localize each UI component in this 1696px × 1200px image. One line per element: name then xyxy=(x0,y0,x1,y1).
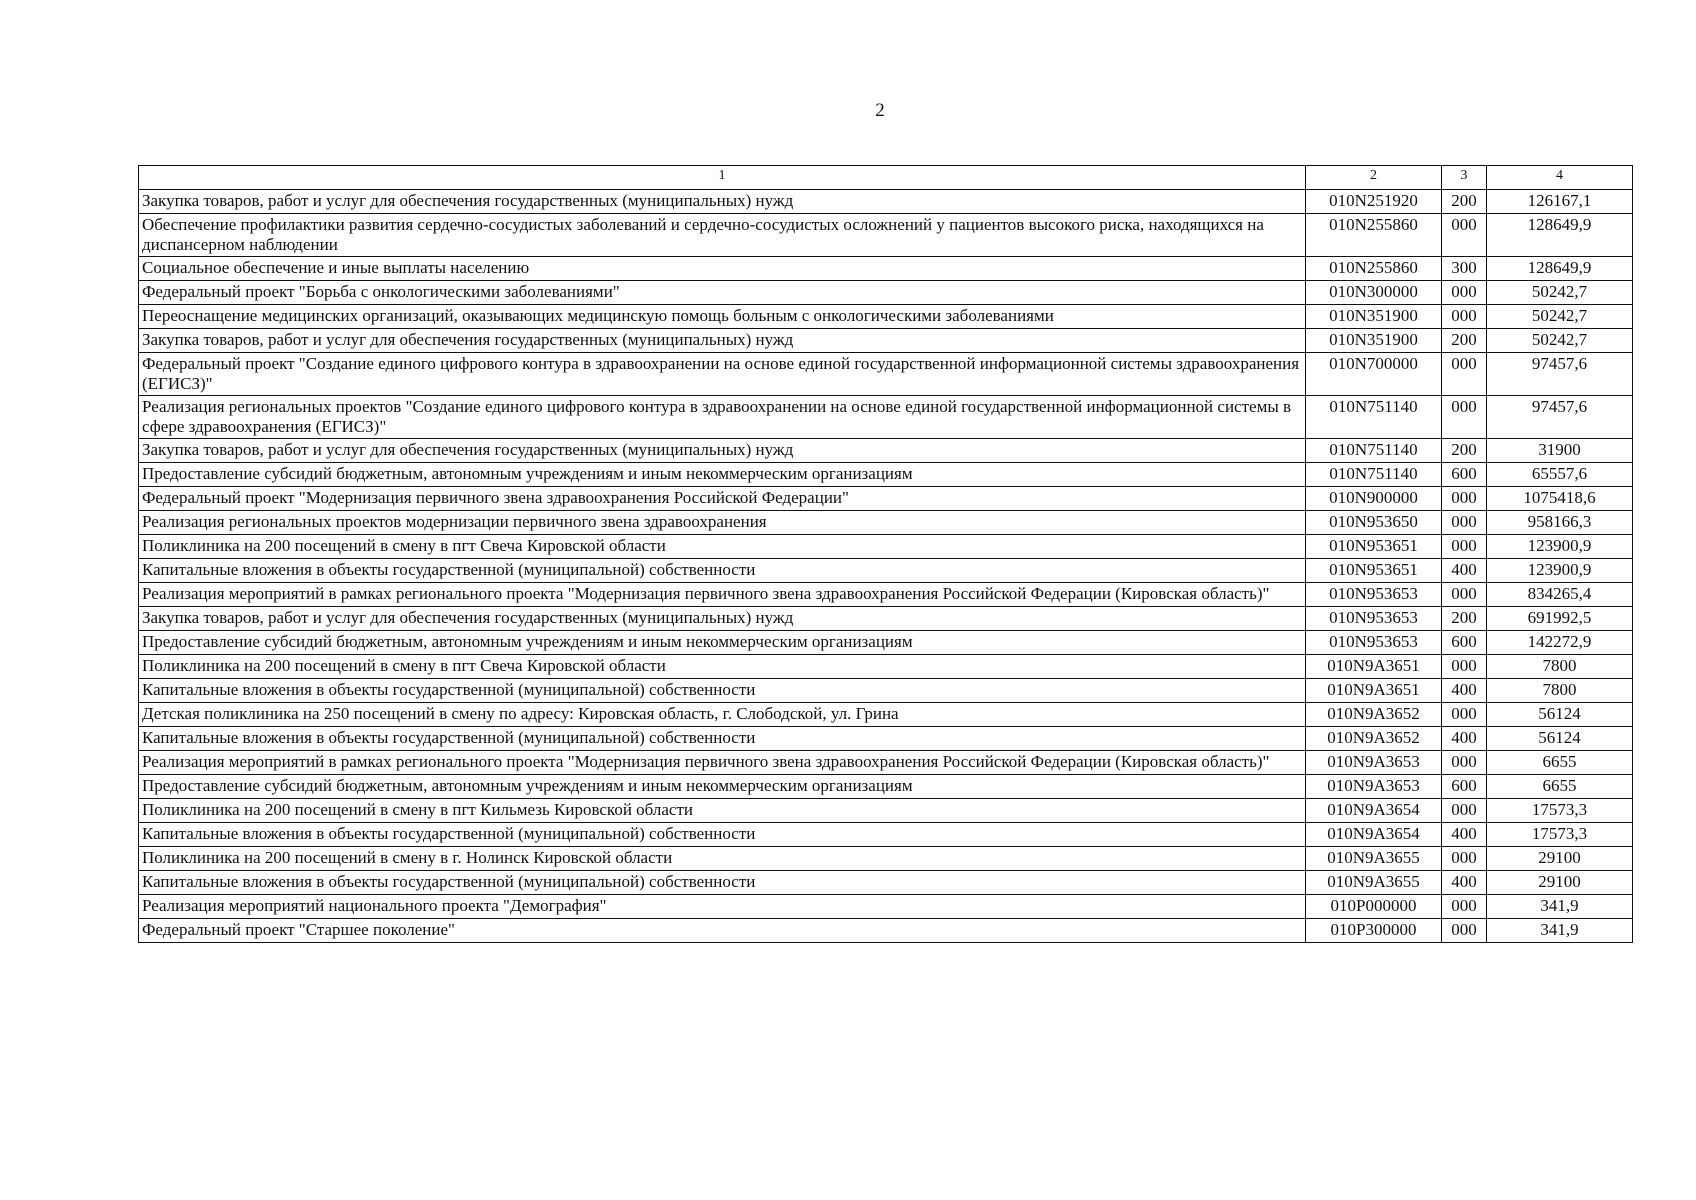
cell-code: 010N351900 xyxy=(1306,305,1442,329)
cell-code: 010N751140 xyxy=(1306,463,1442,487)
cell-name: Федеральный проект "Старшее поколение" xyxy=(139,919,1306,943)
cell-code: 010N351900 xyxy=(1306,329,1442,353)
table-row xyxy=(139,439,1633,463)
cell-code: 010N751140 xyxy=(1306,439,1442,463)
cell-code: 010N953651 xyxy=(1306,535,1442,559)
cell-amount: 65557,6 xyxy=(1487,463,1633,487)
cell-amount: 97457,6 xyxy=(1487,396,1633,439)
cell-name: Поликлиника на 200 посещений в смену в г. Нолинск Кировской области xyxy=(139,847,1306,871)
cell-code: 010N953653 xyxy=(1306,607,1442,631)
cell-name: Поликлиника на 200 посещений в смену в пгт Свеча Кировской области xyxy=(139,655,1306,679)
cell-type: 600 xyxy=(1442,775,1487,799)
cell-name: Реализация мероприятий в рамках регионального проекта "Модернизация первичного звена здравоохранения Российской Федерации (Кировская область)" xyxy=(139,583,1306,607)
header-col-amount: 4 xyxy=(1487,166,1633,190)
table-row xyxy=(139,823,1633,847)
cell-name: Предоставление субсидий бюджетным, автономным учреждениям и иным некоммерческим организациям xyxy=(139,463,1306,487)
cell-type: 000 xyxy=(1442,353,1487,396)
cell-type: 200 xyxy=(1442,607,1487,631)
cell-name: Переоснащение медицинских организаций, оказывающих медицинскую помощь больным с онкологическими заболеваниями xyxy=(139,305,1306,329)
table-row xyxy=(139,190,1633,214)
cell-name: Реализация региональных проектов "Создание единого цифрового контура в здравоохранении на основе единой государственной информационной системы в сфере здравоохранения (ЕГИСЗ)" xyxy=(139,396,1306,439)
cell-name: Закупка товаров, работ и услуг для обеспечения государственных (муниципальных) нужд xyxy=(139,329,1306,353)
cell-amount: 341,9 xyxy=(1487,895,1633,919)
cell-code: 010N9A3654 xyxy=(1306,823,1442,847)
cell-amount: 128649,9 xyxy=(1487,214,1633,257)
cell-amount: 691992,5 xyxy=(1487,607,1633,631)
table-row xyxy=(139,305,1633,329)
cell-amount: 341,9 xyxy=(1487,919,1633,943)
cell-code: 010N700000 xyxy=(1306,353,1442,396)
header-col-type: 3 xyxy=(1442,166,1487,190)
table-row xyxy=(139,511,1633,535)
cell-amount: 56124 xyxy=(1487,727,1633,751)
cell-type: 200 xyxy=(1442,190,1487,214)
cell-name: Реализация мероприятий национального проекта "Демография" xyxy=(139,895,1306,919)
cell-code: 010P000000 xyxy=(1306,895,1442,919)
cell-type: 600 xyxy=(1442,463,1487,487)
cell-type: 300 xyxy=(1442,257,1487,281)
cell-code: 010N9A3654 xyxy=(1306,799,1442,823)
table-row xyxy=(139,535,1633,559)
cell-type: 000 xyxy=(1442,847,1487,871)
cell-amount: 123900,9 xyxy=(1487,535,1633,559)
cell-type: 400 xyxy=(1442,679,1487,703)
cell-code: 010N255860 xyxy=(1306,214,1442,257)
cell-amount: 56124 xyxy=(1487,703,1633,727)
table-row xyxy=(139,583,1633,607)
cell-type: 600 xyxy=(1442,631,1487,655)
cell-name: Капитальные вложения в объекты государственной (муниципальной) собственности xyxy=(139,559,1306,583)
cell-code: 010N255860 xyxy=(1306,257,1442,281)
cell-name: Реализация региональных проектов модернизации первичного звена здравоохранения xyxy=(139,511,1306,535)
cell-code: 010N953653 xyxy=(1306,631,1442,655)
cell-code: 010N9A3651 xyxy=(1306,655,1442,679)
table-row xyxy=(139,751,1633,775)
table-row xyxy=(139,679,1633,703)
cell-code: 010N9A3653 xyxy=(1306,775,1442,799)
cell-code: 010N953651 xyxy=(1306,559,1442,583)
cell-type: 400 xyxy=(1442,559,1487,583)
cell-type: 000 xyxy=(1442,895,1487,919)
cell-amount: 7800 xyxy=(1487,655,1633,679)
table-row xyxy=(139,559,1633,583)
cell-code: 010N751140 xyxy=(1306,396,1442,439)
table-row xyxy=(139,329,1633,353)
table-row xyxy=(139,775,1633,799)
cell-type: 000 xyxy=(1442,396,1487,439)
cell-name: Федеральный проект "Борьба с онкологическими заболеваниями" xyxy=(139,281,1306,305)
cell-name: Федеральный проект "Создание единого цифрового контура в здравоохранении на основе единой государственной информационной системы здравоохранения (ЕГИСЗ)" xyxy=(139,353,1306,396)
cell-amount: 6655 xyxy=(1487,751,1633,775)
cell-amount: 17573,3 xyxy=(1487,823,1633,847)
cell-code: 010N9A3652 xyxy=(1306,727,1442,751)
cell-name: Капитальные вложения в объекты государственной (муниципальной) собственности xyxy=(139,679,1306,703)
cell-amount: 50242,7 xyxy=(1487,305,1633,329)
cell-code: 010N9A3653 xyxy=(1306,751,1442,775)
cell-amount: 7800 xyxy=(1487,679,1633,703)
table-row xyxy=(139,895,1633,919)
cell-name: Детская поликлиника на 250 посещений в смену по адресу: Кировская область, г. Слободской, ул. Грина xyxy=(139,703,1306,727)
cell-amount: 123900,9 xyxy=(1487,559,1633,583)
cell-code: 010P300000 xyxy=(1306,919,1442,943)
cell-amount: 834265,4 xyxy=(1487,583,1633,607)
cell-type: 000 xyxy=(1442,281,1487,305)
table-row xyxy=(139,799,1633,823)
table-row xyxy=(139,871,1633,895)
cell-name: Социальное обеспечение и иные выплаты населению xyxy=(139,257,1306,281)
cell-name: Закупка товаров, работ и услуг для обеспечения государственных (муниципальных) нужд xyxy=(139,190,1306,214)
cell-amount: 50242,7 xyxy=(1487,329,1633,353)
cell-code: 010N9A3655 xyxy=(1306,847,1442,871)
cell-type: 000 xyxy=(1442,487,1487,511)
table-row xyxy=(139,727,1633,751)
cell-code: 010N9A3655 xyxy=(1306,871,1442,895)
cell-amount: 29100 xyxy=(1487,847,1633,871)
header-col-name: 1 xyxy=(139,166,1306,190)
cell-name: Поликлиника на 200 посещений в смену в пгт Свеча Кировской области xyxy=(139,535,1306,559)
cell-type: 000 xyxy=(1442,703,1487,727)
table-row xyxy=(139,655,1633,679)
cell-amount: 1075418,6 xyxy=(1487,487,1633,511)
table-row xyxy=(139,847,1633,871)
cell-name: Капитальные вложения в объекты государственной (муниципальной) собственности xyxy=(139,871,1306,895)
cell-type: 200 xyxy=(1442,329,1487,353)
cell-type: 000 xyxy=(1442,305,1487,329)
cell-type: 000 xyxy=(1442,214,1487,257)
cell-type: 400 xyxy=(1442,727,1487,751)
cell-type: 400 xyxy=(1442,823,1487,847)
cell-name: Реализация мероприятий в рамках регионального проекта "Модернизация первичного звена здравоохранения Российской Федерации (Кировская область)" xyxy=(139,751,1306,775)
header-col-code: 2 xyxy=(1306,166,1442,190)
table-header-row xyxy=(139,166,1633,190)
cell-amount: 17573,3 xyxy=(1487,799,1633,823)
cell-name: Закупка товаров, работ и услуг для обеспечения государственных (муниципальных) нужд xyxy=(139,607,1306,631)
cell-type: 000 xyxy=(1442,535,1487,559)
table-row xyxy=(139,463,1633,487)
table-row xyxy=(139,281,1633,305)
cell-code: 010N900000 xyxy=(1306,487,1442,511)
cell-amount: 6655 xyxy=(1487,775,1633,799)
cell-type: 400 xyxy=(1442,871,1487,895)
table-row xyxy=(139,257,1633,281)
table-row xyxy=(139,919,1633,943)
cell-code: 010N9A3651 xyxy=(1306,679,1442,703)
cell-type: 000 xyxy=(1442,655,1487,679)
table-body xyxy=(139,190,1633,943)
cell-name: Капитальные вложения в объекты государственной (муниципальной) собственности xyxy=(139,727,1306,751)
cell-amount: 50242,7 xyxy=(1487,281,1633,305)
cell-amount: 958166,3 xyxy=(1487,511,1633,535)
table-row xyxy=(139,396,1633,439)
page-number: 2 xyxy=(875,100,885,121)
cell-code: 010N953650 xyxy=(1306,511,1442,535)
cell-name: Капитальные вложения в объекты государственной (муниципальной) собственности xyxy=(139,823,1306,847)
cell-type: 000 xyxy=(1442,799,1487,823)
cell-amount: 128649,9 xyxy=(1487,257,1633,281)
table-row xyxy=(139,487,1633,511)
table-row xyxy=(139,631,1633,655)
cell-code: 010N953653 xyxy=(1306,583,1442,607)
table-row xyxy=(139,353,1633,396)
cell-code: 010N300000 xyxy=(1306,281,1442,305)
cell-name: Федеральный проект "Модернизация первичного звена здравоохранения Российской Федерации" xyxy=(139,487,1306,511)
cell-type: 000 xyxy=(1442,751,1487,775)
cell-amount: 31900 xyxy=(1487,439,1633,463)
cell-name: Поликлиника на 200 посещений в смену в пгт Кильмезь Кировской области xyxy=(139,799,1306,823)
table-row xyxy=(139,607,1633,631)
cell-type: 200 xyxy=(1442,439,1487,463)
table-row xyxy=(139,214,1633,257)
cell-amount: 142272,9 xyxy=(1487,631,1633,655)
cell-amount: 97457,6 xyxy=(1487,353,1633,396)
cell-amount: 29100 xyxy=(1487,871,1633,895)
cell-name: Обеспечение профилактики развития сердечно-сосудистых заболеваний и сердечно-сосудистых осложнений у пациентов высокого риска, находящихся на диспансерном наблюдении xyxy=(139,214,1306,257)
cell-code: 010N251920 xyxy=(1306,190,1442,214)
cell-code: 010N9A3652 xyxy=(1306,703,1442,727)
cell-type: 000 xyxy=(1442,511,1487,535)
cell-name: Закупка товаров, работ и услуг для обеспечения государственных (муниципальных) нужд xyxy=(139,439,1306,463)
cell-name: Предоставление субсидий бюджетным, автономным учреждениям и иным некоммерческим организациям xyxy=(139,631,1306,655)
cell-name: Предоставление субсидий бюджетным, автономным учреждениям и иным некоммерческим организациям xyxy=(139,775,1306,799)
budget-table xyxy=(138,165,1633,943)
cell-type: 000 xyxy=(1442,583,1487,607)
cell-type: 000 xyxy=(1442,919,1487,943)
cell-amount: 126167,1 xyxy=(1487,190,1633,214)
table-row xyxy=(139,703,1633,727)
